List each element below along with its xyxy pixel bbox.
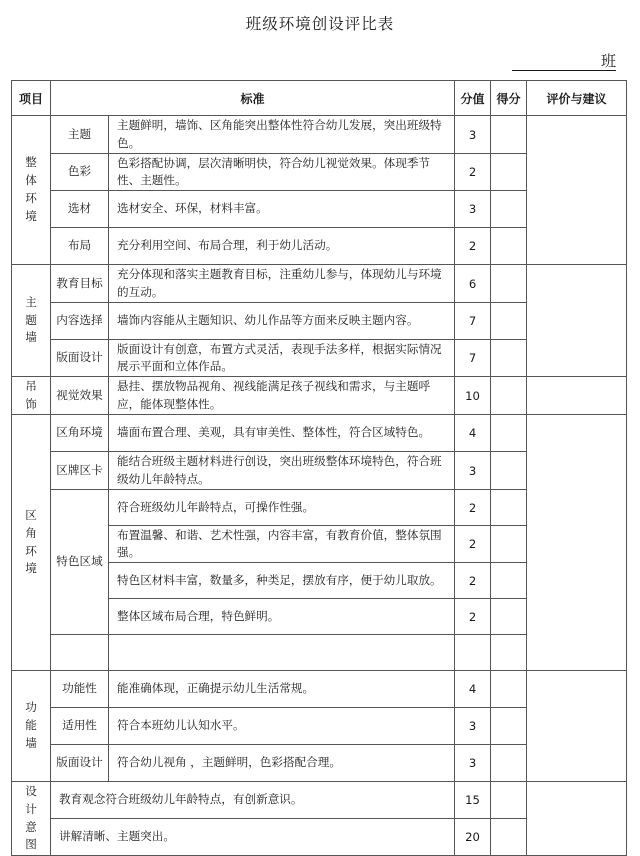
- header-got: 得分: [491, 81, 527, 116]
- standard-cell: 符合本班幼儿认知水平。: [109, 708, 455, 745]
- points-cell: 4: [455, 671, 491, 708]
- points-cell: 15: [455, 782, 491, 819]
- standard-cell: 选材安全、环保，材料丰富。: [109, 191, 455, 228]
- comment-input-cell[interactable]: [527, 265, 627, 377]
- class-name-blank[interactable]: [512, 50, 616, 71]
- standard-cell: 版面设计有创意，布置方式灵活，表现手法多样，根据实际情况展示平面和立体作品。: [109, 340, 455, 377]
- points-cell: 2: [455, 563, 491, 599]
- subitem-cell: 版面设计: [51, 745, 109, 782]
- points-cell: 3: [455, 708, 491, 745]
- category-cell: 功能墙: [12, 671, 51, 782]
- standard-cell: 悬挂、摆放物品视角、视线能满足孩子视线和需求，与主题呼应，能体现整体性。: [109, 377, 455, 415]
- category-cell: 整体环境: [12, 116, 51, 265]
- standard-cell: 符合幼儿视角 ，主题鲜明，色彩搭配合理。: [109, 745, 455, 782]
- subitem-cell: 视觉效果: [51, 377, 109, 415]
- points-cell: [455, 635, 491, 671]
- score-input-cell[interactable]: [491, 708, 527, 745]
- points-cell: 3: [455, 116, 491, 154]
- score-input-cell[interactable]: [491, 265, 527, 303]
- header-comment: 评价与建议: [527, 81, 627, 116]
- standard-cell: 色彩搭配协调，层次清晰明快，符合幼儿视觉效果。体现季节性、主题性。: [109, 154, 455, 191]
- score-input-cell[interactable]: [491, 303, 527, 340]
- points-cell: 20: [455, 819, 491, 856]
- subitem-cell: 选材: [51, 191, 109, 228]
- points-cell: 3: [455, 191, 491, 228]
- score-input-cell[interactable]: [491, 116, 527, 154]
- table-row: [12, 265, 627, 303]
- category-cell: 主题墙: [12, 265, 51, 377]
- standard-cell: 能准确体现，正确提示幼儿生活常规。: [109, 671, 455, 708]
- evaluation-table: [11, 80, 627, 856]
- subitem-cell: 布局: [51, 228, 109, 265]
- points-cell: 2: [455, 228, 491, 265]
- subitem-cell: 色彩: [51, 154, 109, 191]
- subitem-cell: 功能性: [51, 671, 109, 708]
- standard-cell: 教育观念符合班级幼儿年龄特点，有创新意识。: [51, 782, 455, 819]
- score-input-cell[interactable]: [491, 415, 527, 452]
- points-cell: 7: [455, 303, 491, 340]
- comment-input-cell[interactable]: [527, 782, 627, 856]
- score-input-cell[interactable]: [491, 526, 527, 563]
- points-cell: 2: [455, 490, 491, 526]
- score-input-cell[interactable]: [491, 340, 527, 377]
- score-input-cell[interactable]: [491, 599, 527, 635]
- subitem-cell: 版面设计: [51, 340, 109, 377]
- points-cell: 2: [455, 599, 491, 635]
- header-item: 项目: [12, 81, 51, 116]
- subitem-cell: 适用性: [51, 708, 109, 745]
- standard-cell: 布置温馨、和谐、艺术性强，内容丰富，有教育价值，整体氛围强。: [109, 526, 455, 563]
- category-cell: 区角环境: [12, 415, 51, 671]
- standard-cell: 整体区域布局合理，特色鲜明。: [109, 599, 455, 635]
- table-row: [12, 782, 627, 819]
- score-input-cell[interactable]: [491, 819, 527, 856]
- subitem-cell: 内容选择: [51, 303, 109, 340]
- category-cell: 设计意图: [12, 782, 51, 856]
- points-cell: 4: [455, 415, 491, 452]
- standard-cell: 讲解清晰、主题突出。: [51, 819, 455, 856]
- subitem-cell: 主题: [51, 116, 109, 154]
- score-input-cell[interactable]: [491, 782, 527, 819]
- points-cell: 10: [455, 377, 491, 415]
- comment-input-cell[interactable]: [527, 671, 627, 782]
- table-row: [12, 116, 627, 154]
- standard-cell: 墙面布置合理、美观，具有审美性、整体性，符合区域特色。: [109, 415, 455, 452]
- points-cell: 7: [455, 340, 491, 377]
- page-title: 班级环境创设评比表: [245, 15, 395, 33]
- score-input-cell[interactable]: [491, 191, 527, 228]
- comment-input-cell[interactable]: [527, 377, 627, 415]
- score-input-cell[interactable]: [491, 228, 527, 265]
- score-input-cell[interactable]: [491, 452, 527, 490]
- category-cell: 吊饰: [12, 377, 51, 415]
- header-row: [12, 81, 627, 116]
- comment-input-cell[interactable]: [527, 415, 627, 671]
- standard-cell: [109, 635, 455, 671]
- points-cell: 2: [455, 154, 491, 191]
- subitem-cell: 区角环境: [51, 415, 109, 452]
- standard-cell: 能结合班级主题材料进行创设，突出班级整体环境特色，符合班级幼儿年龄特点。: [109, 452, 455, 490]
- score-input-cell[interactable]: [491, 563, 527, 599]
- points-cell: 6: [455, 265, 491, 303]
- score-input-cell[interactable]: [491, 154, 527, 191]
- standard-cell: 充分体现和落实主题教育目标，注重幼儿参与，体现幼儿与环境的互动。: [109, 265, 455, 303]
- table-row: [12, 377, 627, 415]
- comment-input-cell[interactable]: [527, 116, 627, 265]
- score-input-cell[interactable]: [491, 377, 527, 415]
- table-row: [12, 671, 627, 708]
- class-suffix: 班: [600, 52, 616, 70]
- points-cell: 3: [455, 745, 491, 782]
- subitem-cell: [51, 635, 109, 671]
- standard-cell: 特色区材料丰富，数量多，种类足，摆放有序，便于幼儿取放。: [109, 563, 455, 599]
- header-points: 分值: [455, 81, 491, 116]
- subitem-cell: 教育目标: [51, 265, 109, 303]
- header-standard: 标准: [51, 81, 455, 116]
- subitem-cell: 特色区域: [51, 490, 109, 635]
- score-input-cell[interactable]: [491, 490, 527, 526]
- standard-cell: 符合班级幼儿年龄特点，可操作性强。: [109, 490, 455, 526]
- score-input-cell[interactable]: [491, 745, 527, 782]
- score-input-cell[interactable]: [491, 671, 527, 708]
- standard-cell: 墙饰内容能从主题知识、幼儿作品等方面来反映主题内容。: [109, 303, 455, 340]
- points-cell: 3: [455, 452, 491, 490]
- points-cell: 2: [455, 526, 491, 563]
- score-input-cell[interactable]: [491, 635, 527, 671]
- table-row: [12, 415, 627, 452]
- standard-cell: 主题鲜明，墙饰、区角能突出整体性符合幼儿发展，突出班级特色。: [109, 116, 455, 154]
- subitem-cell: 区牌区卡: [51, 452, 109, 490]
- standard-cell: 充分利用空间、布局合理，利于幼儿活动。: [109, 228, 455, 265]
